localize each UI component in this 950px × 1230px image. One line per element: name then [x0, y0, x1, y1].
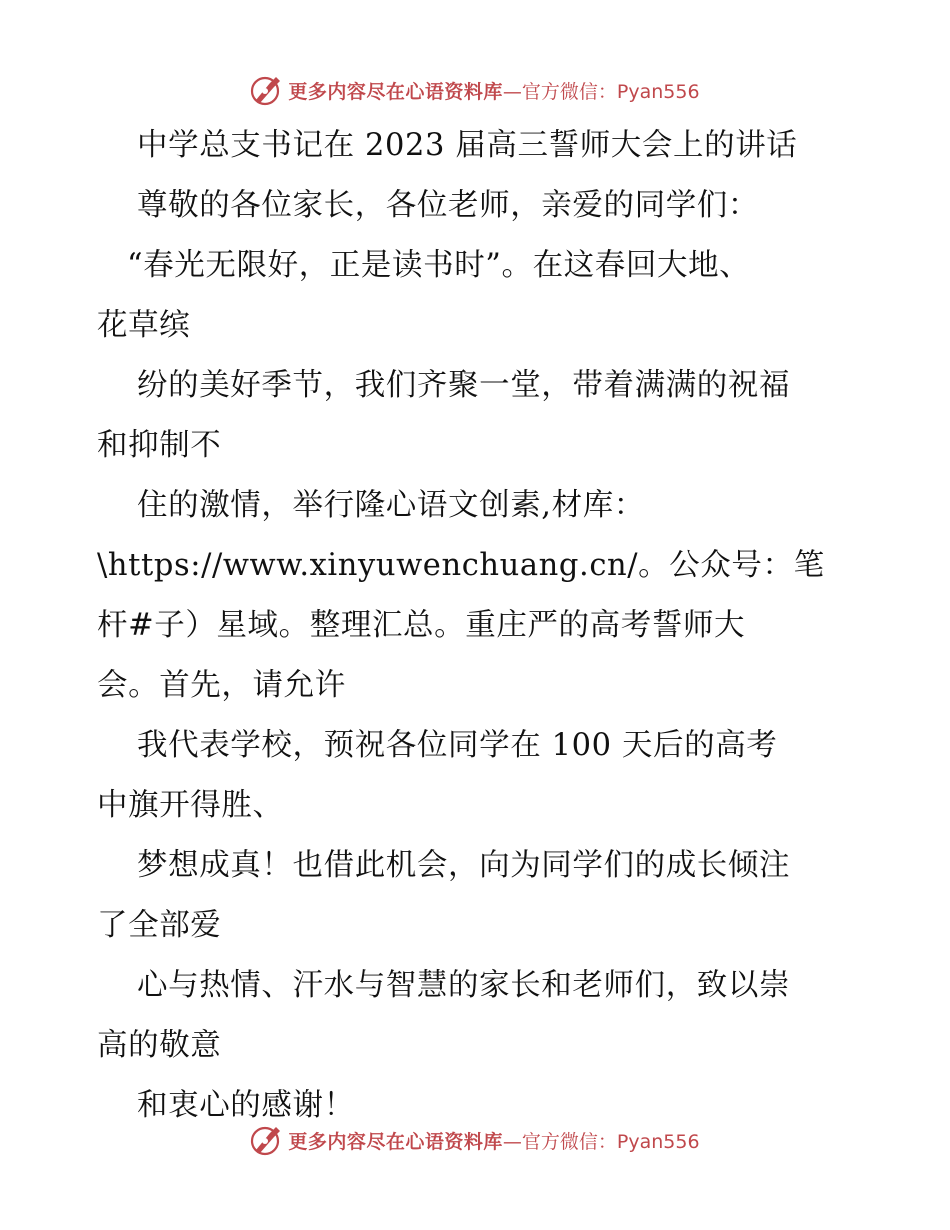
document-title: 中学总支书记在 2023 届高三誓师大会上的讲话 [137, 128, 798, 163]
text-line: 和抑制不 [97, 428, 222, 463]
wechat-id: —官方微信：Pyan556 [502, 80, 700, 103]
document-body [97, 116, 857, 1136]
text-line: 中旗开得胜、 [97, 788, 284, 823]
text-line: “春光无限好，正是读书时”。在这春回大地、 [127, 248, 751, 283]
text-line: 纷的美好季节，我们齐聚一堂，带着满满的祝福 [137, 368, 791, 403]
promo-text: 更多内容尽在心语资料库 [288, 80, 503, 103]
text-line: 杆#子）星域。整理汇总。重庄严的高考誓师大 [97, 608, 746, 643]
promo-text: 更多内容尽在心语资料库 [288, 1130, 503, 1153]
salutation: 尊敬的各位家长，各位老师，亲爱的同学们： [137, 188, 759, 223]
text-line: 和衷心的感谢！ [137, 1088, 355, 1123]
text-line: 会。首先，请允许 [97, 668, 346, 703]
pen-logo-icon [250, 1123, 284, 1157]
footer-banner [0, 1120, 950, 1160]
text-line: 我代表学校，预祝各位同学在 100 天后的高考 [137, 728, 778, 763]
text-line: 梦想成真！也借此机会，向为同学们的成长倾注 [137, 848, 791, 883]
text-line: 高的敬意 [97, 1028, 222, 1063]
text-line: 了全部爱 [97, 908, 222, 943]
header-banner [0, 70, 950, 110]
text-line: 住的激情，举行隆心语文创素,材库： [137, 488, 645, 523]
pen-logo-icon [250, 73, 284, 107]
text-line: 花草缤 [97, 308, 191, 343]
wechat-id: —官方微信：Pyan556 [502, 1130, 700, 1153]
text-line: \https://www.xinyuwenchuang.cn/。公众号：笔 [97, 548, 825, 583]
text-line: 心与热情、汗水与智慧的家长和老师们，致以崇 [137, 968, 791, 1003]
